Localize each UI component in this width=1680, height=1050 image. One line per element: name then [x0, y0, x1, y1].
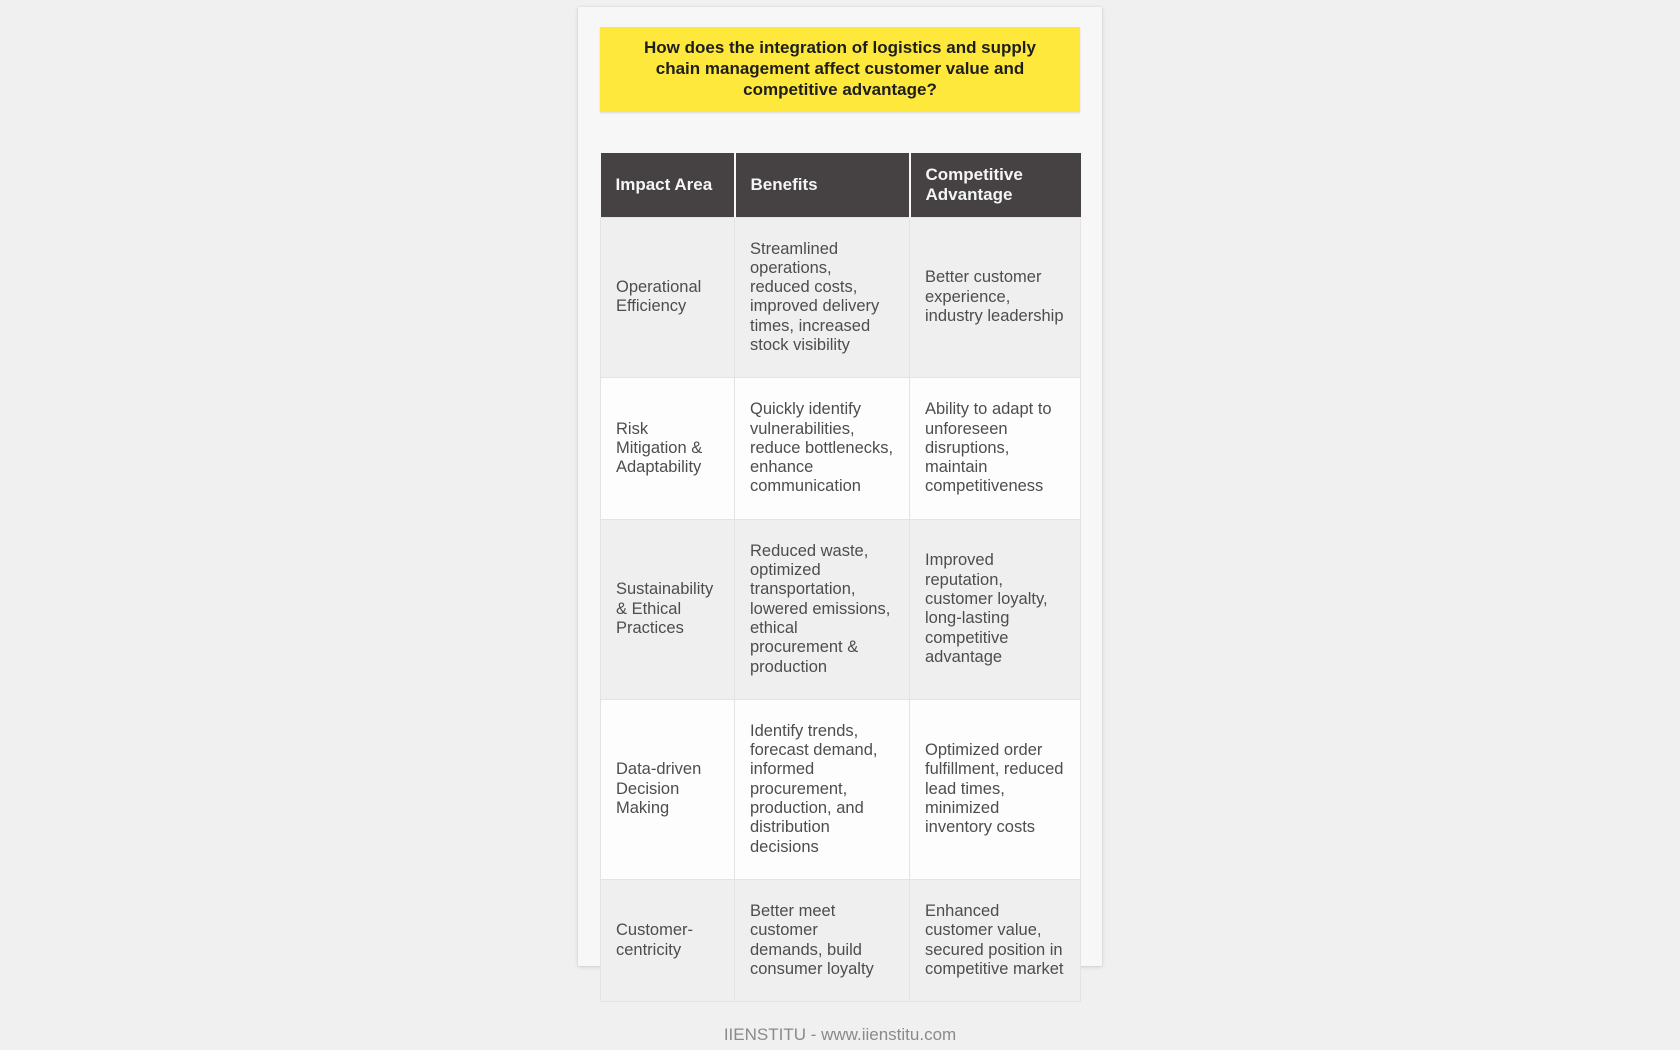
benefits-cell: Quickly identify vulnerabilities, reduce bottlenecks, enhance communication	[735, 378, 910, 519]
impact-table	[600, 153, 1081, 1002]
benefits-cell: Identify trends, forecast demand, informed procurement, production, and distribution decisions	[735, 699, 910, 879]
impact-area-cell: Sustainability & Ethical Practices	[601, 519, 735, 699]
content-card	[578, 7, 1102, 1045]
benefits-cell: Streamlined operations, reduced costs, improved delivery times, increased stock visibility	[735, 217, 910, 378]
question-highlight	[600, 27, 1080, 112]
column-header-benefits: Benefits	[735, 153, 910, 217]
competitive-advantage-cell: Improved reputation, customer loyalty, long-lasting competitive advantage	[910, 519, 1081, 699]
table-header-row	[601, 153, 1081, 217]
impact-area-cell: Risk Mitigation & Adaptability	[601, 378, 735, 519]
table-row	[601, 217, 1081, 378]
table-row	[601, 699, 1081, 879]
footer-attribution: IIENSTITU - www.iienstitu.com	[723, 1025, 957, 1045]
impact-area-cell: Operational Efficiency	[601, 217, 735, 378]
table-header	[601, 153, 1081, 217]
table-body	[601, 217, 1081, 1002]
competitive-advantage-cell: Ability to adapt to unforeseen disruptions, maintain competitiveness	[910, 378, 1081, 519]
benefits-cell: Reduced waste, optimized transportation, lowered emissions, ethical procurement & production	[735, 519, 910, 699]
impact-area-cell: Data-driven Decision Making	[601, 699, 735, 879]
table-row	[601, 879, 1081, 1001]
column-header-competitive-advantage: Competitive Advantage	[910, 153, 1081, 217]
impact-area-cell: Customer-centricity	[601, 879, 735, 1001]
table-row	[601, 519, 1081, 699]
column-header-impact-area: Impact Area	[601, 153, 735, 217]
competitive-advantage-cell: Enhanced customer value, secured position in competitive market	[910, 879, 1081, 1001]
question-text: How does the integration of logistics and supply chain management affect customer value and competitive advantage?	[644, 38, 1036, 99]
table-row	[601, 378, 1081, 519]
competitive-advantage-cell: Optimized order fulfillment, reduced lead times, minimized inventory costs	[910, 699, 1081, 879]
competitive-advantage-cell: Better customer experience, industry leadership	[910, 217, 1081, 378]
benefits-cell: Better meet customer demands, build consumer loyalty	[735, 879, 910, 1001]
